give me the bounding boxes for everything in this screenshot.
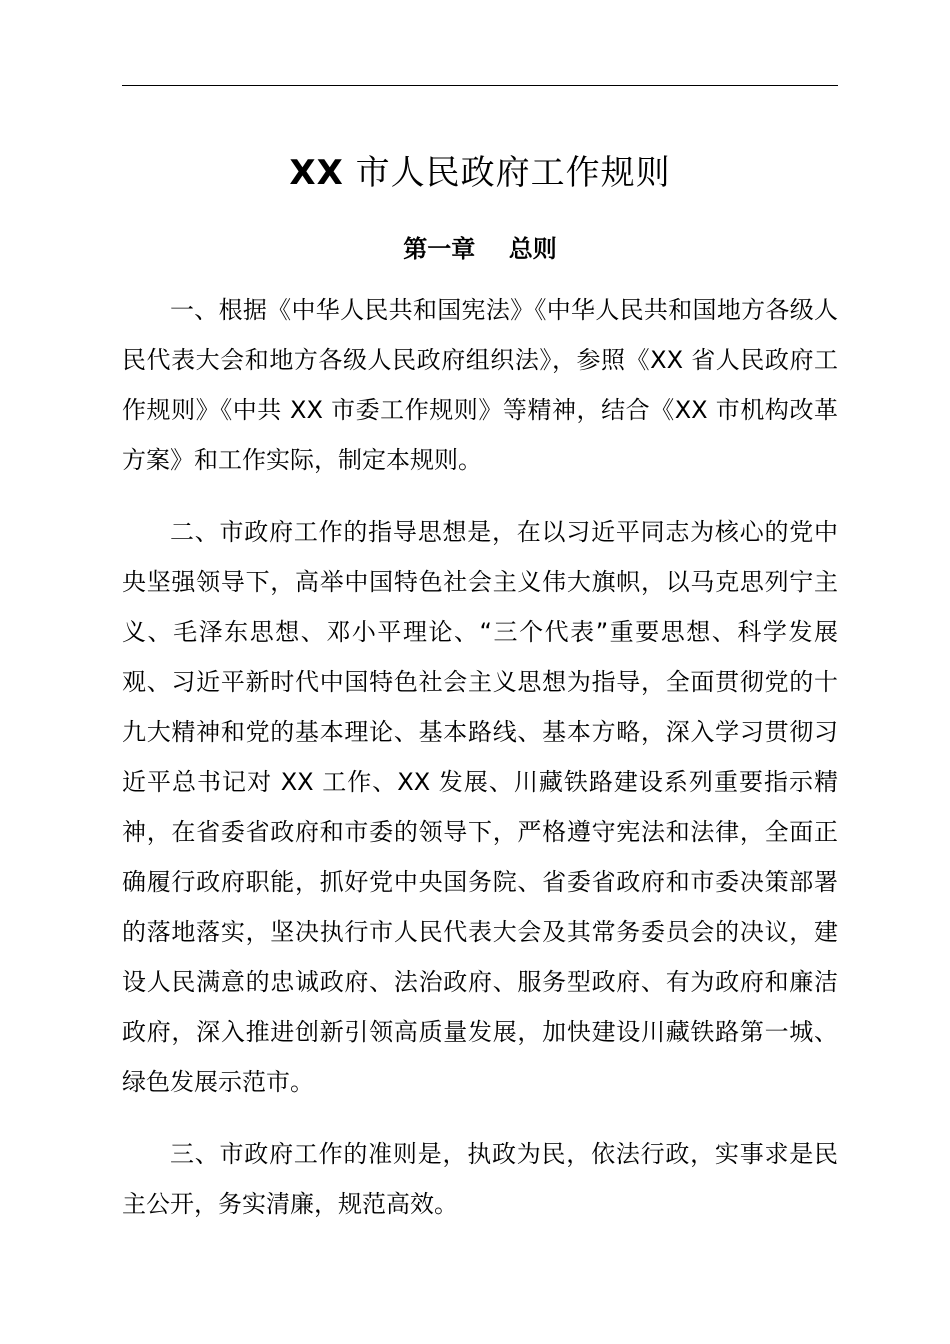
document-title — [122, 148, 838, 198]
document-body — [122, 285, 838, 1251]
chapter-heading: 第一章 总则 — [403, 235, 557, 263]
paragraph-1: 一、根据《中华人民共和国宪法》《中华人民共和国地方各级人民代表大会和地方各级人民政府组织法》，参照《XX 省人民政府工作规则》《中共 XX 市委工作规则》等精神，结合《XX 市机构改革方案》和工作实际，制定本规则。 — [122, 296, 838, 474]
document-title-latin: XX — [289, 153, 344, 193]
paragraph-3: 三、市政府工作的准则是，执政为民，依法行政，实事求是民主公开，务实清廉，规范高效。 — [122, 1140, 838, 1218]
header-rule — [122, 85, 838, 86]
paragraph-2: 二、市政府工作的指导思想是，在以习近平同志为核心的党中央坚强领导下，高举中国特色社会主义伟大旗帜，以马克思列宁主义、毛泽东思想、邓小平理论、“三个代表”重要思想、科学发展观、习近平新时代中国特色社会主义思想为指导，全面贯彻党的十九大精神和党的基本理论、基本路线、基本方略，深入学习贯彻习近平总书记对 XX 工作、XX 发展、川藏铁路建设系列重要指示精神，在省委省政府和市委的领导下，严格遵守宪法和法律，全面正确履行政府职能，抓好党中央国务院、省委省政府和市委决策部署的落地落实，坚决执行市人民代表大会及其常务委员会的决议，建设人民满意的忠诚政府、法治政府、服务型政府、有为政府和廉洁政府，深入推进创新引领高质量发展，加快建设川藏铁路第一城、绿色发展示范市。 — [122, 518, 838, 1096]
document-title-text: 市人民政府工作规则 — [343, 153, 671, 193]
